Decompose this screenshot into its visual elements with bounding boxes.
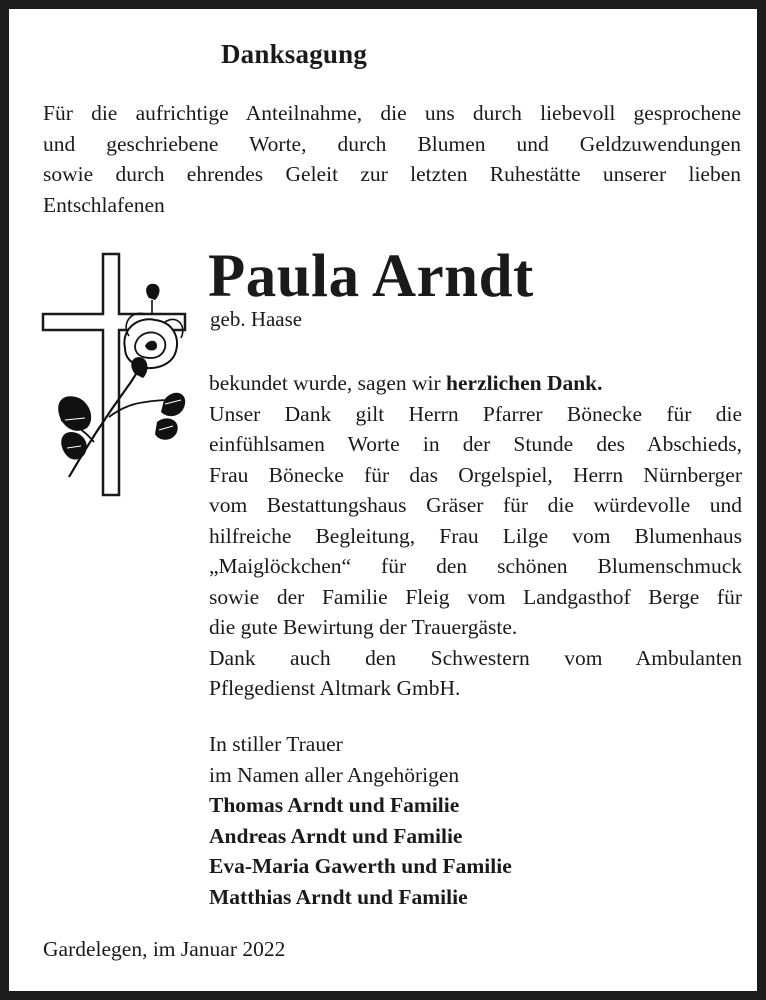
thanks-line: sowie der Familie Fleig vom Landgasthof Berge für [209,584,742,609]
notice-heading: Danksagung [220,39,368,69]
thanks-emphasis: herzlichen Dank. [446,371,603,395]
thanks-paragraph [209,368,742,704]
closing-line: In stiller Trauer [209,732,343,756]
intro-paragraph [43,98,741,220]
closing-line: im Namen aller Angehörigen [209,762,460,787]
closing-block [209,729,709,912]
family-name: Thomas Arndt und Familie [209,793,460,817]
intro-line: Entschlafenen [43,192,165,217]
intro-line: Für die aufrichtige Anteilnahme, die uns durch liebevoll gesprochene [43,101,741,125]
thanks-first-line [209,368,742,399]
thanks-line: Pflegedienst Altmark GmbH. [209,676,461,700]
thanks-line: Unser Dank gilt Herrn Pfarrer Bönecke für die [209,401,742,426]
place-and-date: Gardelegen, im Januar 2022 [43,937,286,961]
thanks-first-line-text: bekundet wurde, sagen wir [209,371,447,395]
thanks-line: Dank auch den Schwestern vom Ambulanten [209,645,742,670]
thanks-line: „Maiglöckchen“ für den schönen Blumenschmuck [209,554,742,578]
thanks-line: vom Bestattungshaus Gräser für die würdevolle und [209,493,742,517]
family-name: Eva-Maria Gawerth und Familie [209,854,512,878]
family-name: Matthias Arndt und Familie [209,884,468,909]
intro-line: und geschriebene Worte, durch Blumen und Geldzuwendungen [43,131,741,156]
family-name: Andreas Arndt und Familie [209,823,463,848]
thanks-line: die gute Bewirtung der Trauergäste. [209,615,518,639]
intro-line: sowie durch ehrendes Geleit zur letzten Ruhestätte unserer lieben [43,162,741,186]
deceased-name: Paula Arndt [208,243,534,310]
deceased-birth-name: geb. Haase [210,307,303,331]
thanks-line: Frau Bönecke für das Orgelspiel, Herrn Nürnberger [209,462,742,487]
thanks-line: einfühlsamen Worte in der Stunde des Abschieds, [209,432,742,456]
cross-with-rose-icon [39,252,189,497]
thanks-line: hilfreiche Begleitung, Frau Lilge vom Blumenhaus [209,523,742,548]
